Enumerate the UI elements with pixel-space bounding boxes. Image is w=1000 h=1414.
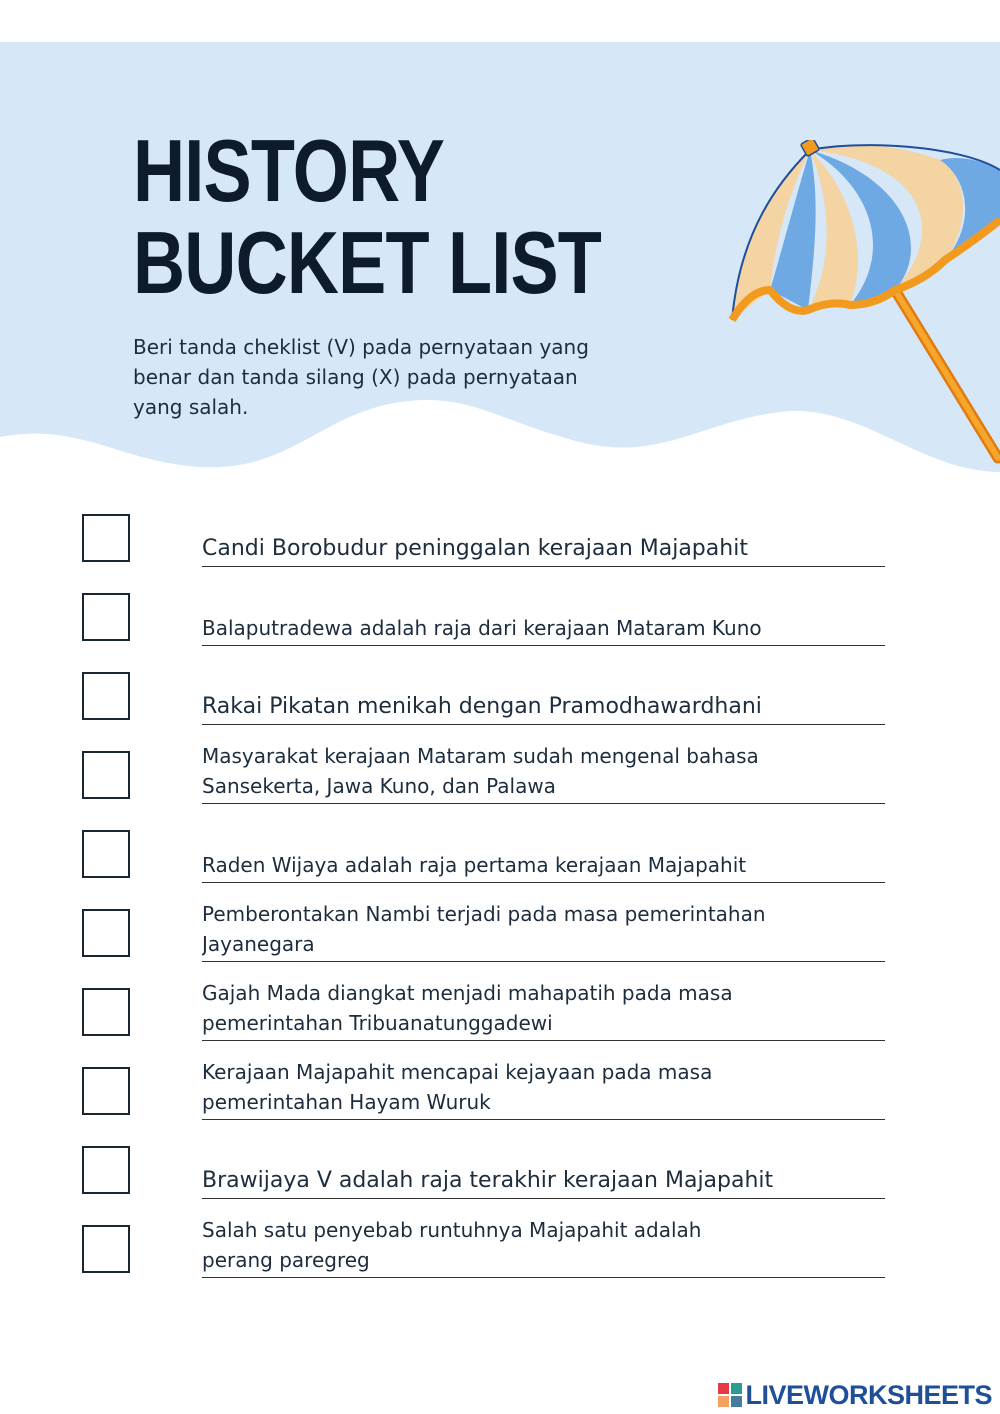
brand-name: LIVEWORKSHEETS: [745, 1379, 992, 1410]
page-title: [133, 121, 602, 312]
statement-line: Pemberontakan Nambi terjadi pada masa pemerintahan: [202, 902, 766, 926]
statement-line: pemerintahan Tribuanatunggadewi: [202, 1011, 553, 1035]
answer-checkbox[interactable]: [82, 751, 130, 799]
liveworksheets-logo-icon: [718, 1383, 742, 1407]
statement-text: [202, 534, 885, 567]
liveworksheets-logo: [718, 1380, 992, 1410]
answer-checkbox[interactable]: [82, 909, 130, 957]
statement-line: Sansekerta, Jawa Kuno, dan Palawa: [202, 774, 556, 798]
statement-text: [202, 741, 885, 804]
statement-line: perang paregreg: [202, 1248, 370, 1272]
statement-line: Gajah Mada diangkat menjadi mahapatih pada masa: [202, 981, 733, 1005]
statement-line: Kerajaan Majapahit mencapai kejayaan pada masa: [202, 1060, 713, 1084]
statement-line: pemerintahan Hayam Wuruk: [202, 1090, 491, 1114]
statement-text: [202, 850, 885, 883]
statement-line: Rakai Pikatan menikah dengan Pramodhawardhani: [202, 694, 762, 719]
instructions-line: benar dan tanda silang (X) pada pernyataan: [133, 365, 578, 389]
answer-checkbox[interactable]: [82, 1067, 130, 1115]
instructions-line: yang salah.: [133, 395, 249, 419]
beach-umbrella-icon: [720, 140, 1000, 470]
answer-checkbox[interactable]: [82, 672, 130, 720]
title-line-1: HISTORY: [133, 121, 445, 220]
answer-checkbox[interactable]: [82, 514, 130, 562]
statement-text: [202, 978, 885, 1041]
statement-text: [202, 899, 885, 962]
statement-line: Salah satu penyebab runtuhnya Majapahit adalah: [202, 1218, 702, 1242]
statement-line: Masyarakat kerajaan Mataram sudah mengenal bahasa: [202, 744, 759, 768]
statement-line: Balaputradewa adalah raja dari kerajaan Mataram Kuno: [202, 616, 762, 640]
statement-text: [202, 613, 885, 646]
statement-text: [202, 692, 885, 725]
answer-checkbox[interactable]: [82, 593, 130, 641]
statement-text: [202, 1057, 885, 1120]
answer-checkbox[interactable]: [82, 830, 130, 878]
instructions-text: [133, 332, 693, 422]
answer-checkbox[interactable]: [82, 1225, 130, 1273]
answer-checkbox[interactable]: [82, 988, 130, 1036]
statement-line: Candi Borobudur peninggalan kerajaan Majapahit: [202, 536, 748, 561]
statement-text: [202, 1166, 885, 1199]
statement-line: Raden Wijaya adalah raja pertama kerajaan Majapahit: [202, 853, 747, 877]
statement-text: [202, 1215, 885, 1278]
statement-line: Jayanegara: [202, 932, 315, 956]
statement-line: Brawijaya V adalah raja terakhir kerajaan Majapahit: [202, 1168, 774, 1193]
title-line-2: BUCKET LIST: [133, 213, 602, 312]
instructions-line: Beri tanda cheklist (V) pada pernyataan yang: [133, 335, 589, 359]
answer-checkbox[interactable]: [82, 1146, 130, 1194]
